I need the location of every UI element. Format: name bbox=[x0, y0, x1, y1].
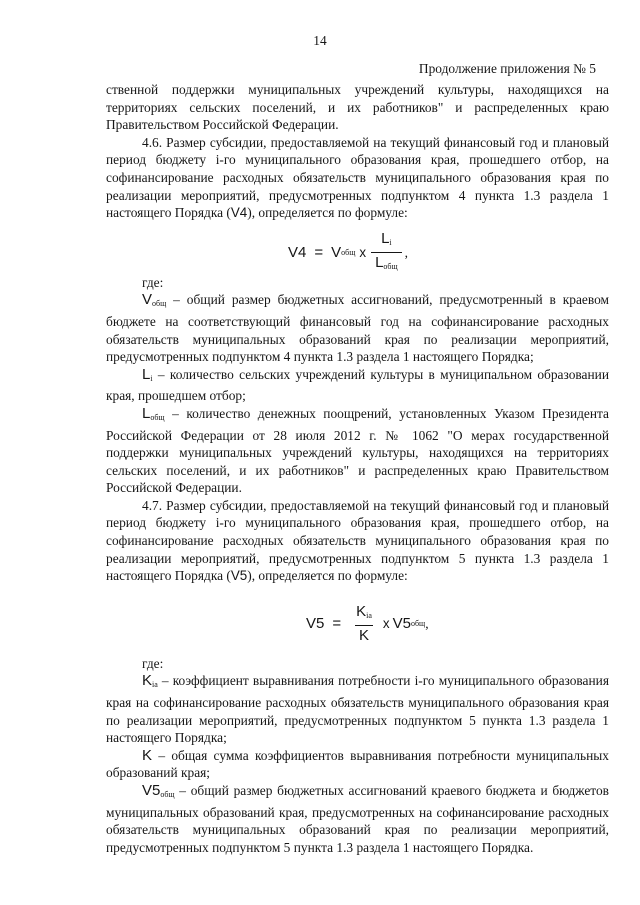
def2-symbol-1: K bbox=[142, 746, 153, 764]
def2-subscript-2: общ bbox=[160, 790, 175, 799]
definition-v-obsch bbox=[106, 291, 609, 365]
formula-v5 bbox=[106, 585, 609, 655]
paragraph-4-6-var: V4 bbox=[230, 205, 248, 221]
where-label-1: где: bbox=[142, 274, 164, 290]
formula-v4-den: L bbox=[375, 254, 384, 272]
paragraph-4-7-text-before: 4.7. Размер субсидии, предоставляемой на текущий финансовый год и плановый период бюджету i-го муниципального образования края, прошедшего отбор, на софинансирование расходных обязательств муниципального образования края по реализации мероприятий, предусмотренных подпунктом 5 пункта 1.3 раздела 1 настоящего Порядка ( bbox=[106, 497, 609, 584]
def1-subscript-2: общ bbox=[150, 412, 165, 422]
formula-v5-num-sub: ia bbox=[366, 610, 372, 620]
formula-v5-eq: = bbox=[332, 615, 342, 633]
paragraph-4-7 bbox=[106, 497, 609, 585]
def1-symbol-2: L bbox=[142, 404, 151, 422]
formula-v4-eq: = bbox=[314, 244, 324, 262]
paragraph-4-6 bbox=[106, 134, 609, 222]
formula-v5-lhs: V5 bbox=[306, 615, 325, 633]
formula-v4 bbox=[106, 222, 609, 274]
def1-text-1: – количество сельских учреждений культуры в муниципальном образовании края, прошедшем отбор; bbox=[106, 366, 609, 404]
formula-v5-num: K bbox=[356, 602, 367, 620]
formula-v4-v: V bbox=[331, 244, 342, 262]
def2-text-0: – коэффициент выравнивания потребности i-го муниципального образования края на софинансирование расходных обязательств муниципального образования края по реализации мероприятий, предусмотренных подпунктом 5 пункта 1.3 раздела 1 настоящего Порядка; bbox=[106, 673, 609, 746]
def2-text-1: – общая сумма коэффициентов выравнивания потребности муниципальных образований края; bbox=[106, 747, 609, 781]
formula-v4-lhs: V4 bbox=[288, 244, 307, 262]
def1-subscript-0: общ bbox=[152, 299, 167, 309]
formula-v5-v: V5 bbox=[392, 615, 411, 633]
formula-v5-fraction bbox=[352, 603, 376, 645]
definition-k-ia bbox=[106, 672, 609, 746]
def1-symbol-1: L bbox=[142, 365, 151, 383]
def2-symbol-0: K bbox=[142, 672, 153, 690]
def1-text-0: – общий размер бюджетных ассигнований, предусмотренный в краевом бюджете на соответствующий финансовый год на софинансирование расходных обязательств муниципальных образований края по реализации мероприятий, предусмотренных подпунктом 4 пункта 1.3 раздела 1 настоящего Порядка; bbox=[106, 292, 609, 365]
formula-v4-num-sub: i bbox=[389, 237, 392, 247]
def2-symbol-2: V5 bbox=[142, 782, 161, 799]
paragraph-4-7-var: V5 bbox=[230, 568, 248, 584]
formula-v4-v-sub: общ bbox=[341, 248, 356, 258]
formula-v4-fraction bbox=[371, 230, 402, 276]
def2-text-2: – общий размер бюджетных ассигнований краевого бюджета и бюджетов муниципальных образований края, предусмотренных на софинансирование расходных обязательств муниципальных образований края по реализации мероприятий, предусмотренных подпунктом 5 пункта 1.3 раздела 1 настоящего Порядка. bbox=[106, 783, 609, 855]
formula-v4-times: x bbox=[359, 245, 367, 261]
def1-subscript-1: i bbox=[150, 373, 153, 383]
paragraph-4-6-text-before: 4.6. Размер субсидии, предоставляемой на текущий финансовый год и плановый период бюджету i-го муниципального образования края, прошедшего отбор, на софинансирование расходных обязательств муниципального образования края по реализации мероприятий, предусмотренных подпунктом 4 пункта 1.3 раздела 1 настоящего Порядка ( bbox=[106, 134, 609, 221]
paragraph-4-6-text-after: ), определяется по формуле: bbox=[247, 205, 408, 221]
where-label-2: где: bbox=[142, 655, 164, 671]
definition-l-i bbox=[106, 366, 609, 405]
intro-paragraph: ственной поддержки муниципальных учреждений культуры, находящихся на территориях сельских поселений, и их работников" и распределенных краю Правительством Российской Федерации. bbox=[106, 82, 609, 133]
def2-subscript-0: ia bbox=[152, 680, 158, 690]
formula-v5-den: K bbox=[359, 627, 370, 645]
formula-v4-tail: , bbox=[404, 245, 409, 261]
formula-v5-times: x bbox=[382, 616, 390, 632]
definition-l-obsch bbox=[106, 405, 609, 497]
formula-v4-den-sub: общ bbox=[383, 262, 398, 272]
def1-text-2: – количество денежных поощрений, установленных Указом Президента Российской Федерации от 28 июля 2012 г. № 1062 "О мерах государственной поддержки муниципальных учреждений культуры, находящихся на территориях сельских поселений, и их работников" и распределенных краю Правительством Российской Федерации. bbox=[106, 405, 609, 496]
paragraph-4-7-text-after: ), определяется по формуле: bbox=[247, 568, 408, 584]
page-number: 14 bbox=[313, 33, 327, 48]
appendix-header: Продолжение приложения № 5 bbox=[418, 61, 596, 76]
definition-k bbox=[106, 747, 609, 782]
def1-symbol-0: V bbox=[142, 291, 153, 309]
definition-v5-obsch bbox=[106, 782, 609, 856]
formula-v4-num: L bbox=[381, 229, 390, 247]
document-body bbox=[106, 81, 609, 856]
formula-v5-tail: , bbox=[425, 616, 429, 632]
formula-v5-v-sub: общ bbox=[410, 619, 426, 629]
